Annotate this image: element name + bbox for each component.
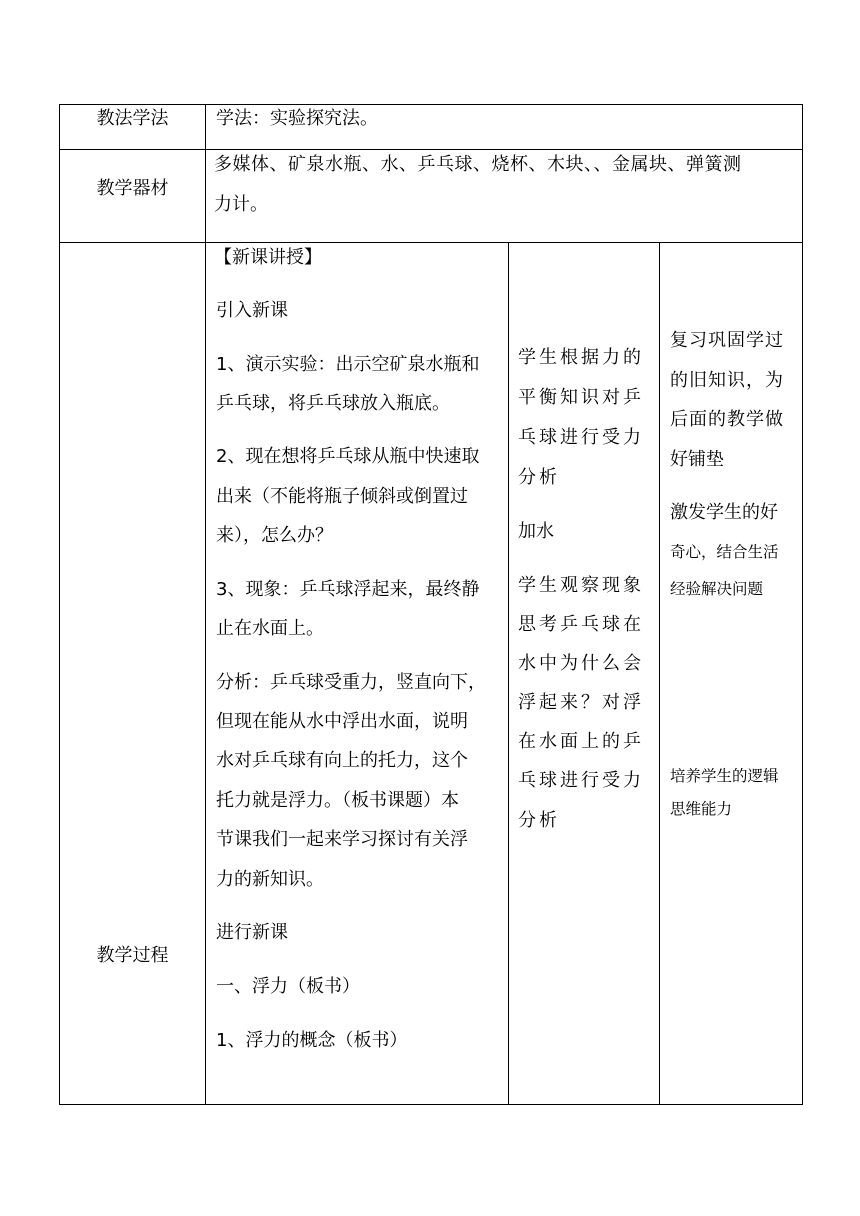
content-line: 3、现象：乒乓球浮起来，最终静 <box>216 579 480 600</box>
content-heading: 【新课讲授】 <box>214 247 322 268</box>
student-activity-line: 加水 <box>518 521 554 542</box>
content-line: 力的新知识。 <box>216 869 324 890</box>
student-activity-line: 浮起来？对浮 <box>518 692 644 713</box>
content-line: 1、浮力的概念（板书） <box>216 1030 408 1051</box>
content-line: 水对乒乓球有向上的托力，这个 <box>216 750 468 771</box>
row-label-teaching-method: 教法学法 <box>96 108 169 129</box>
content-line: 来），怎么办？ <box>216 525 333 546</box>
row-label-teaching-process: 教学过程 <box>96 945 169 966</box>
design-intent-line: 复习巩固学过 <box>670 330 784 351</box>
student-activity-line: 学生观察现象 <box>518 575 644 596</box>
content-line: 2、现在想将乒乓球从瓶中快速取 <box>216 446 480 467</box>
table-border-bottom <box>59 1104 803 1105</box>
design-intent-line: 后面的教学做 <box>670 409 784 430</box>
content-line: 托力就是浮力。（板书课题）本 <box>216 790 459 811</box>
table-row-divider <box>59 242 803 243</box>
table-col-divider <box>508 242 509 1105</box>
row-label-teaching-equipment: 教学器材 <box>96 178 169 199</box>
table-border-right <box>802 104 803 1105</box>
table-row-divider <box>59 149 803 150</box>
student-activity-line: 在水面上的乒 <box>518 731 644 752</box>
equipment-line: 力计。 <box>214 194 268 215</box>
design-intent-line: 的旧知识，为 <box>670 370 784 391</box>
content-line: 1、演示实验：出示空矿泉水瓶和 <box>216 354 480 375</box>
content-line: 分析：乒乓球受重力，竖直向下， <box>216 672 486 693</box>
content-line: 一、浮力（板书） <box>216 976 360 997</box>
design-intent-line: 思维能力 <box>670 800 733 818</box>
content-line: 出来（不能将瓶子倾斜或倒置过 <box>216 486 468 507</box>
content-line: 乒乓球，将乒乓球放入瓶底。 <box>216 393 450 414</box>
equipment-line: 多媒体、矿泉水瓶、水、乒乓球、烧杯、木块、、金属块、弹簧测 <box>214 154 742 175</box>
student-activity-line: 分析 <box>518 810 560 831</box>
content-line: 节课我们一起来学习探讨有关浮 <box>216 829 468 850</box>
design-intent-line: 奇心，结合生活 <box>670 543 779 561</box>
student-activity-line: 水中为什么会 <box>518 653 644 674</box>
teaching-method-content: 学法：实验探究法。 <box>216 108 378 129</box>
student-activity-line: 思考乒乓球在 <box>518 614 644 635</box>
student-activity-line: 分析 <box>518 467 560 488</box>
student-activity-line: 学生根据力的 <box>518 347 644 368</box>
student-activity-line: 乓球进行受力 <box>518 427 644 448</box>
content-line: 但现在能从水中浮出水面，说明 <box>216 711 468 732</box>
design-intent-line: 好铺垫 <box>670 449 724 470</box>
design-intent-line: 培养学生的逻辑 <box>670 767 779 785</box>
table-col-divider <box>659 242 660 1105</box>
content-line: 进行新课 <box>216 922 288 943</box>
content-line: 止在水面上。 <box>216 618 324 639</box>
design-intent-line: 激发学生的好 <box>670 502 778 523</box>
student-activity-line: 平衡知识对乒 <box>518 387 644 408</box>
content-line: 引入新课 <box>216 300 288 321</box>
table-border-top <box>59 104 803 105</box>
design-intent-line: 经验解决问题 <box>670 580 764 598</box>
student-activity-line: 乓球进行受力 <box>518 770 644 791</box>
table-col-divider <box>205 104 206 1105</box>
